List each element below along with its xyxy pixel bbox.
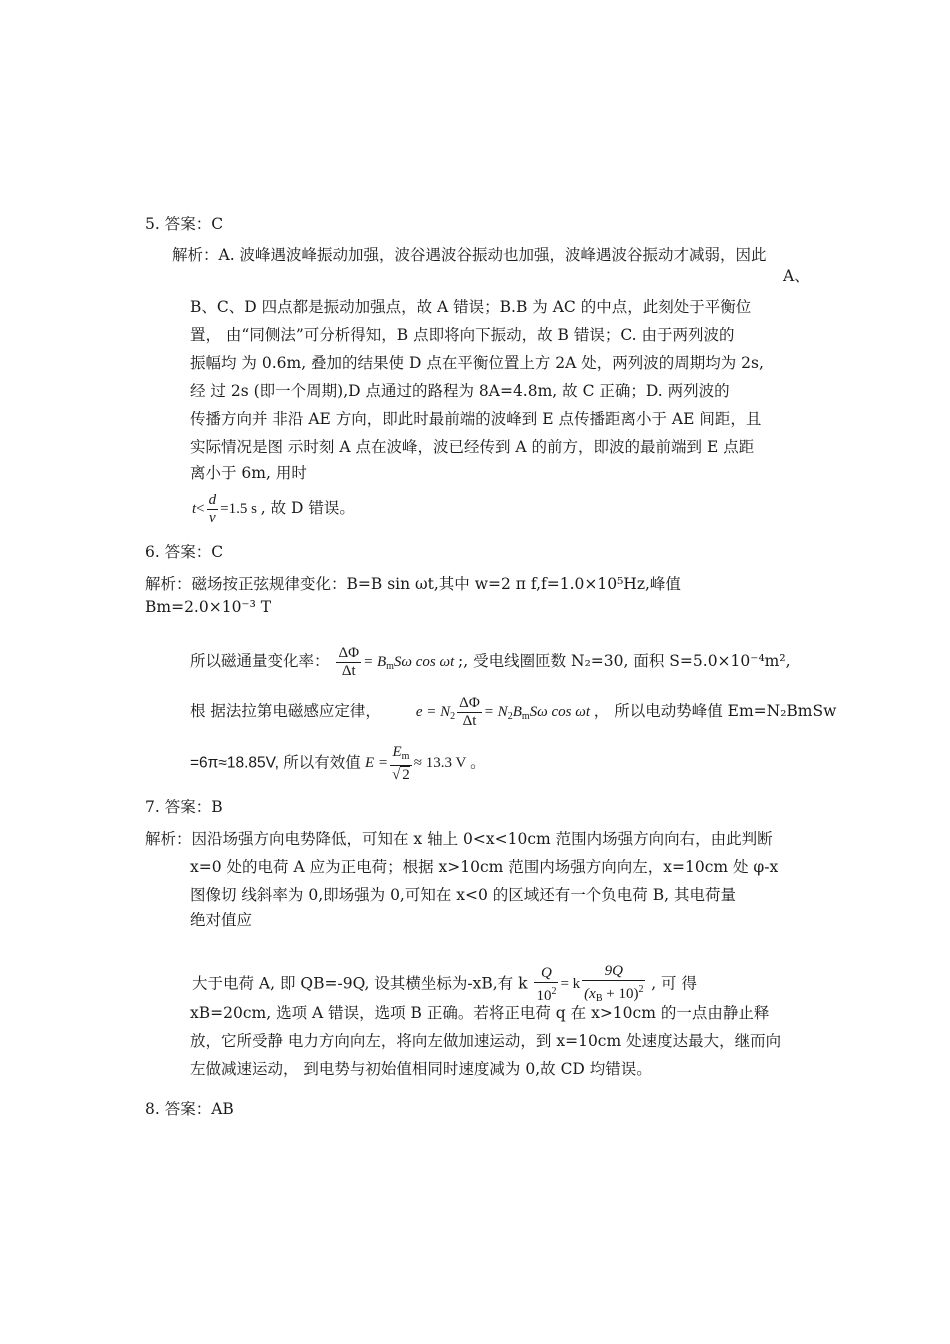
q7-line-2: x=0 处的电荷 A 应为正电荷；根据 x>10cm 范围内场强方向向左，x=10cm 处 φ-x — [190, 858, 779, 876]
q7-line-7: 放，它所受静 电力方向向左，将向左做加速运动，到 x=10cm 处速度达最大，继而向 — [190, 1032, 782, 1050]
q6-flux-rate-formula: $\frac{\Delta\Phi}{\Delta t}$ = $B_mS\omega$ cos ωt — [338, 645, 455, 679]
q6-line-2: Bm=2.0×10⁻³ T — [145, 598, 272, 616]
q6-effective-value-formula: E = $\frac{E_m}{√ 2}$ ≈ 13.3 V — [365, 744, 467, 783]
q6-line-4: 根 据法拉第电磁感应定律， $e = N_2$ $\frac{\Delta\Phi}{\Delta t}$ = $N_2B_mS\omega$ cos ωt ， 所以电动势峰值 Em=N₂BmSw — [190, 695, 837, 729]
q5-conclusion: 故 D 错误。 — [270, 498, 355, 517]
q5-line-7: 实际情况是图 示时刻 A 点在波峰，波已经传到 A 的前方，即波的最前端到 E 点距 — [190, 438, 755, 456]
q5-line-4: 振幅均 为 0.6m, 叠加的结果使 D 点在平衡位置上方 2A 处，两列波的周期均为 2s, — [190, 354, 764, 372]
q6-line-1: 解析：磁场按正弦规律变化：B=B sin ωt,其中 w=2 π f,f=1.0×10⁵Hz,峰值 — [145, 575, 681, 593]
q5-line-8: 离小于 6m, 用时 — [190, 464, 307, 482]
q5-line-3: 置， 由“同侧法”可分析得知，B 点即将向下振动，故 B 错误；C. 由于两列波的 — [190, 326, 735, 344]
q5-line-1b: A、 — [783, 267, 810, 285]
q6-line-5: =6π≈18.85V, 所以有效值 E = $\frac{E_m}{√ 2}$ ≈ 13.3 V 。 — [190, 744, 486, 783]
q7-line-3: 图像切 线斜率为 0,即场强为 0,可知在 x<0 的区域还有一个负电荷 B, 其电荷量 — [190, 886, 736, 904]
q7-line-1: 解析：因沿场强方向电势降低，可知在 x 轴上 0<x<10cm 范围内场强方向向右，由此判断 — [145, 830, 773, 848]
q7-line-5: 大于电荷 A, 即 QB=-9Q, 设其横坐标为-xB,有 k $\frac{Q}{10^2}$ = k $\frac{9Q}{(x_B + 10)^2}$ , 可 得 — [192, 963, 697, 1004]
q6-line-3: 所以磁通量变化率： $\frac{\Delta\Phi}{\Delta t}$ = $B_mS\omega$ cos ωt ;, 受电线圈匝数 N₂=30, 面积 S=5.0×10⁻⁴m², — [190, 645, 791, 679]
q7-header: 7. 答案：B — [145, 798, 223, 816]
q8-header: 8. 答案：AB — [145, 1100, 234, 1118]
q7-line-6: xB=20cm, 选项 A 错误，选项 B 正确。若将正电荷 q 在 x>10cm 的一点由静止释 — [190, 1004, 770, 1022]
q7-coulomb-formula: $\frac{Q}{10^2}$ = k $\frac{9Q}{(x_B + 10)^2}$ — [536, 963, 644, 1004]
q5-header: 5. 答案：C — [145, 215, 224, 233]
q5-time-formula: t< $\frac{d}{v}$ =1.5 s — [192, 492, 257, 526]
q5-line-9: t< $\frac{d}{v}$ =1.5 s , 故 D 错误。 — [192, 492, 355, 526]
q5-line-1: 解析：A. 波峰遇波峰振动加强，波谷遇波谷振动也加强，波峰遇波谷振动才减弱，因此 — [172, 246, 767, 264]
q5-line-5: 经 过 2s (即一个周期),D 点通过的路程为 8A=4.8m, 故 C 正确；D. 两列波的 — [190, 382, 730, 400]
q6-header: 6. 答案：C — [145, 543, 224, 561]
q5-line-2: B、C、D 四点都是振动加强点，故 A 错误；B.B 为 AC 的中点，此刻处于平衡位 — [190, 298, 752, 316]
q5-line-6: 传播方向并 非沿 AE 方向，即此时最前端的波峰到 E 点传播距离小于 AE 间距，且 — [190, 410, 762, 428]
q7-line-8: 左做减速运动， 到电势与初始值相同时速度减为 0,故 CD 均错误。 — [190, 1060, 652, 1078]
q6-emf-formula: $e = N_2$ $\frac{\Delta\Phi}{\Delta t}$ = $N_2B_mS\omega$ cos ωt — [415, 695, 590, 729]
q7-line-4: 绝对值应 — [190, 911, 253, 929]
